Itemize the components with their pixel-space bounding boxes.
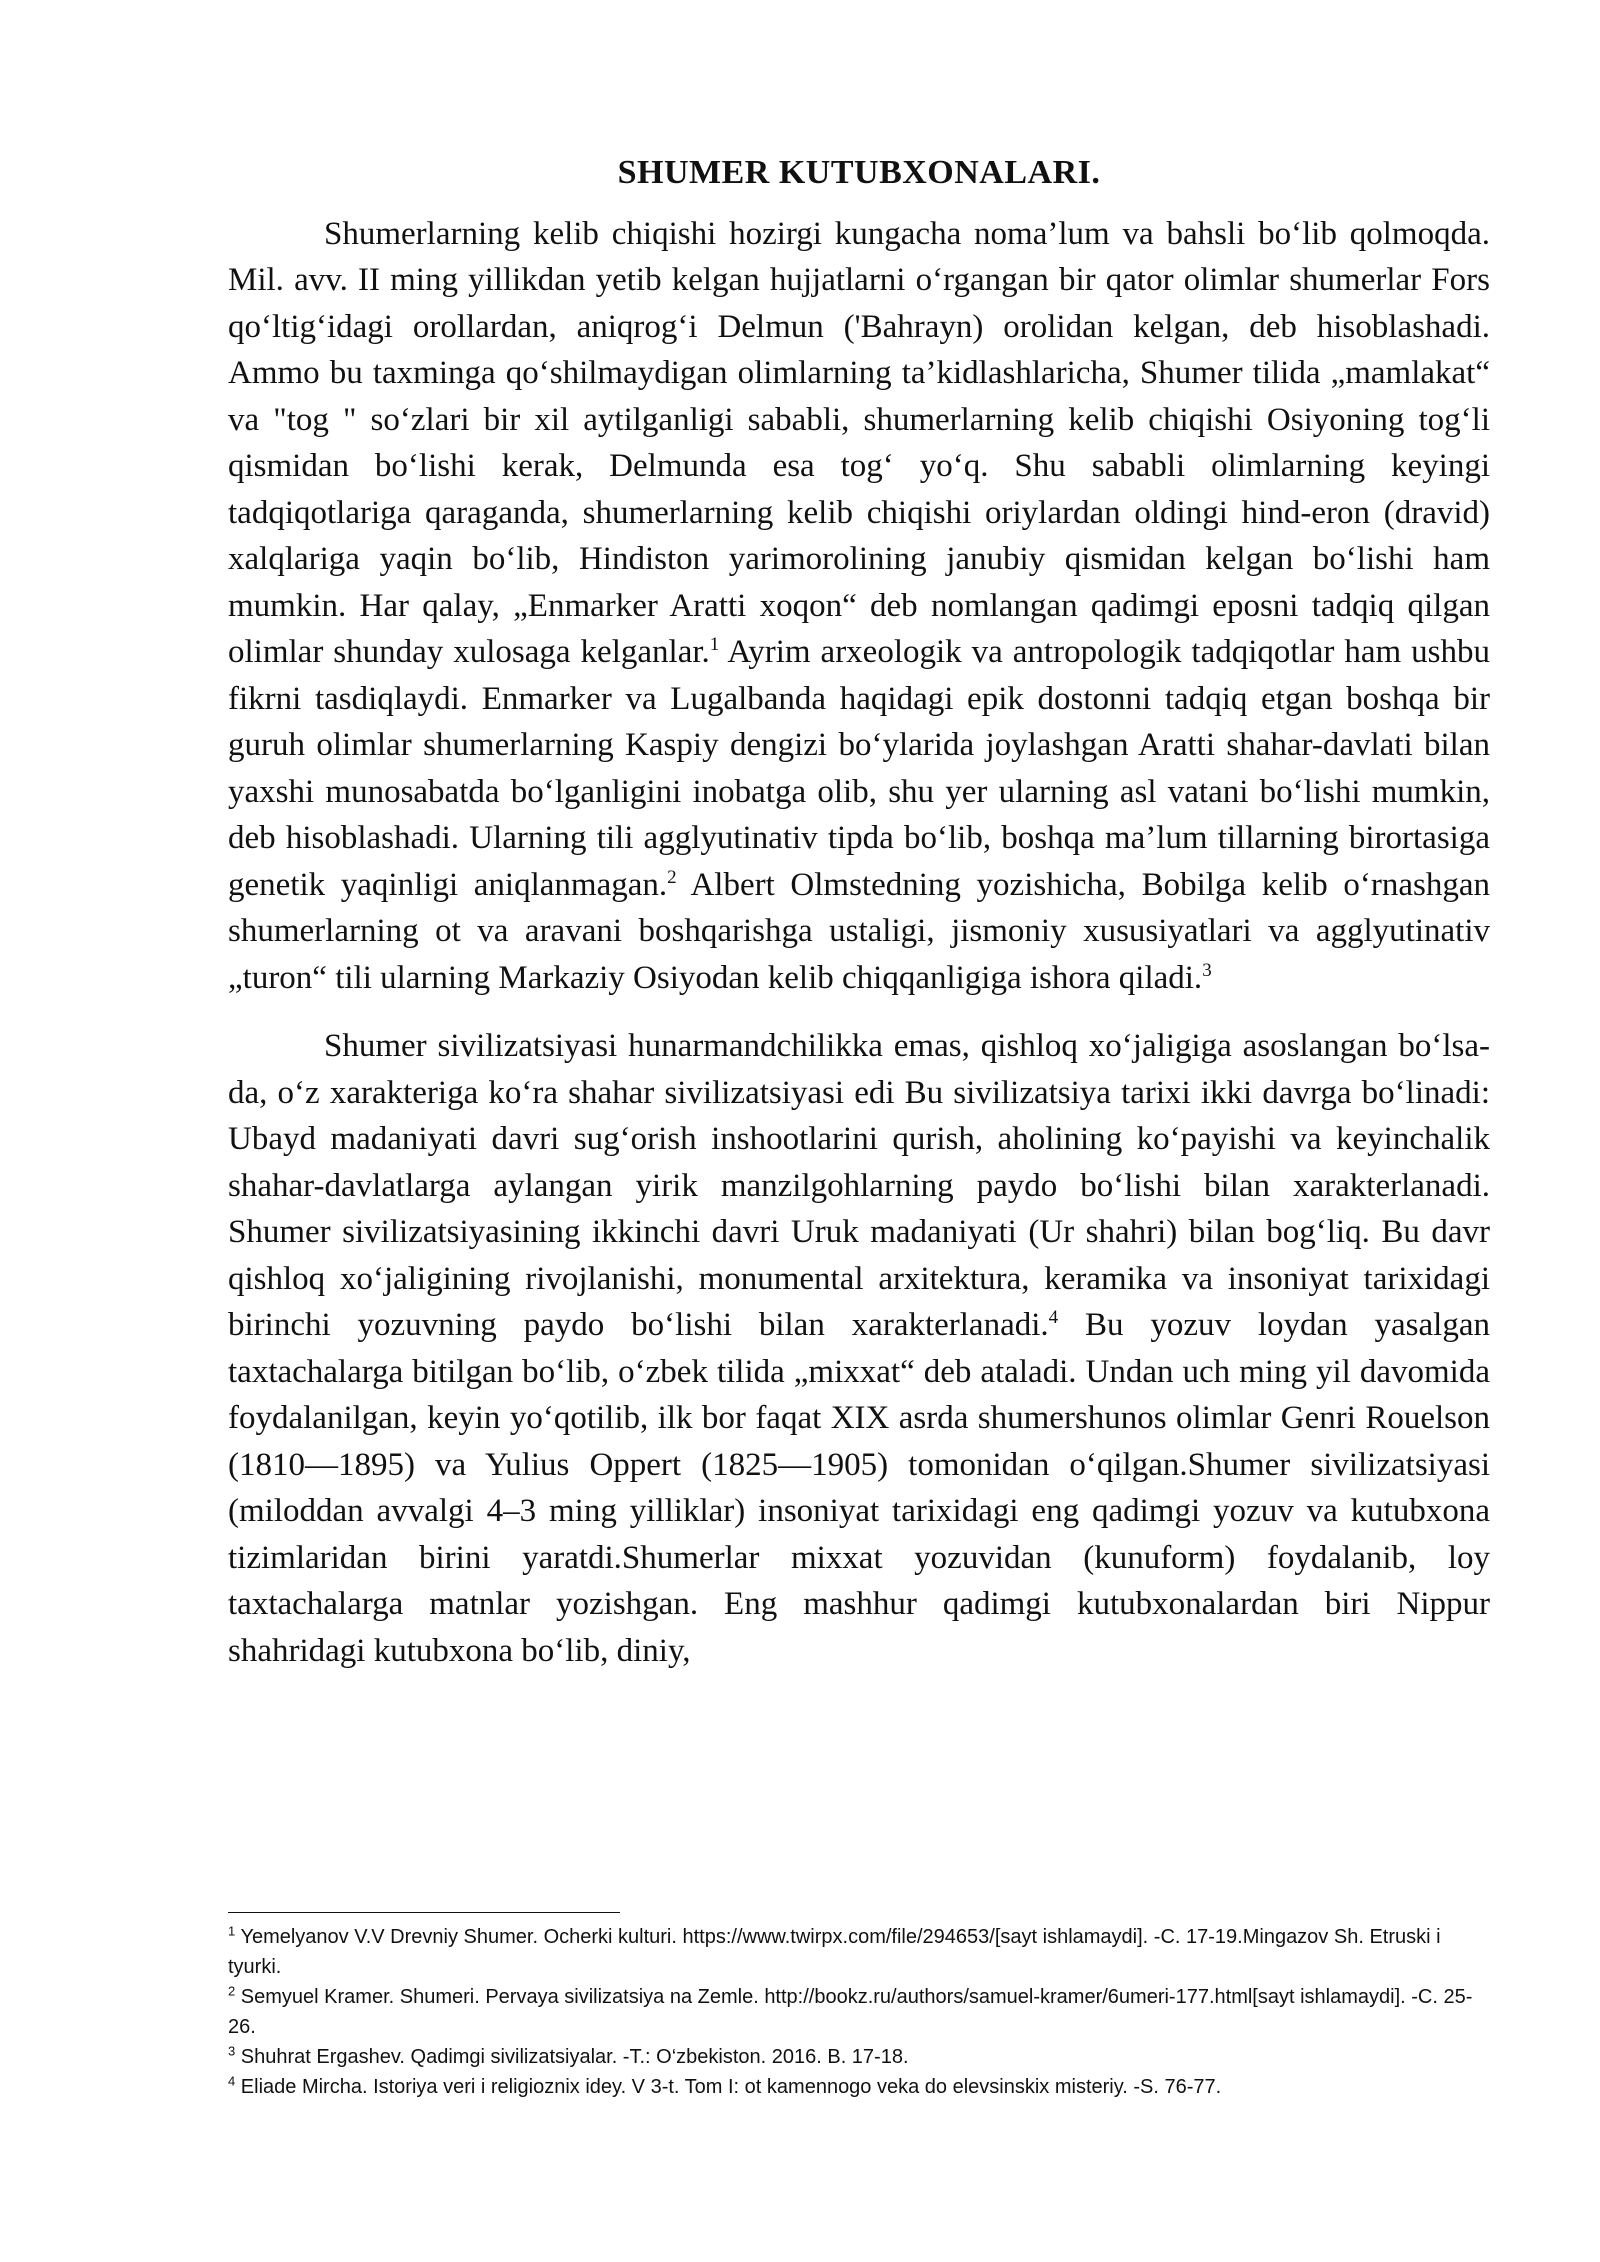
footnote-separator [228,1912,620,1913]
footnote-ref-4[interactable]: 4 [1048,1307,1059,1328]
footnote-ref-3[interactable]: 3 [1202,959,1212,981]
footnote-text: Eliade Mircha. Istoriya veri i religioznix idey. V 3-t. Tom I: ot kamennogo veka do elevsinskix misteriy. -S. 76-77. [240,2076,1222,2098]
footnote-number: 1 [228,1923,236,1939]
footnote-1 [228,1922,1490,1982]
paragraph-text: Albert Olmstedning yozishicha, Bobilga kelib o‘rnashgan shumerlarning ot va aravani boshqarishga ustaligi, jismoniy xususiyatlari va agglyutinativ „turon“ tili ularning Markaziy Osiyodan kelib chiqqanligiga ishora qiladi. [228,866,1490,996]
footnote-number: 3 [228,2043,236,2059]
footnote-3 [228,2042,1490,2072]
footnote-2 [228,1982,1490,2042]
footnote-ref-1[interactable]: 1 [709,634,720,655]
footnotes [228,1922,1490,2102]
paragraph-text: Ayrim arxeologik va antropologik tadqiqotlar ham ushbu fikrni tasdiqlaydi. Enmarker va Lugalbanda haqidagi epik dostonni tadqiq etgan boshqa bir guruh olimlar shumerlarning Kaspiy dengizi bo‘ylarida joylashgan Aratti shahar-davlati bilan yaxshi munosabatda bo‘lganligini inobatga olib, shu yer ularning asl vatani bo‘lishi mumkin, deb hisoblashadi. Ularning tili agglyutinativ tipda bo‘lib, boshqa ma’lum tillarning birortasiga genetik yaqinligi aniqlanmagan. [228,634,1490,903]
footnote-4 [228,2072,1490,2102]
paragraph-1 [228,211,1490,1002]
paragraph-text: Bu yozuv loydan yasalgan taxtachalarga bitilgan bo‘lib, o‘zbek tilida „mixxat“ deb ataladi. Undan uch ming yil davomida foydalanilgan, keyin yo‘qotilib, ilk bor faqat XIX asrda shumershunos olimlar Genri Rouelson (1810—1895) va Yulius Oppert (1825—1905) tomonidan o‘qilgan.Shumer sivilizatsiyasi (miloddan avvalgi 4–3 ming yilliklar) insoniyat tarixidagi eng qadimgi yozuv va kutubxona tizimlaridan birini yaratdi.Shumerlar mixxat yozuvidan (kunuform) foydalanib, loy taxtachalarga matnlar yozishgan. Eng mashhur qadimgi kutubxonalardan biri Nippur shahridagi kutubxona bo‘lib, diniy, [228,1307,1490,1669]
paragraph-text: Shumer sivilizatsiyasi hunarmandchilikka emas, qishloq xo‘jaligiga asoslangan bo‘lsa-da, o‘z xarakteriga ko‘ra shahar sivilizatsiyasi edi Bu sivilizatsiya tarixi ikki davrga bo‘linadi: Ubayd madaniyati davri sug‘orish inshootlarini qurish, aholining ko‘payishi va keyinchalik shahar-davlatlarga aylangan yirik manzilgohlarning paydo bo‘lishi bilan xarakterlanadi. Shumer sivilizatsiyasining ikkinchi davri Uruk madaniyati (Ur shahri) bilan bog‘liq. Bu davr qishloq xo‘jaligining rivojlanishi, monumental arxitektura, keramika va insoniyat tarixidagi birinchi yozuvning paydo bo‘lishi bilan xarakterlanadi. [228,1028,1490,1343]
document-body [228,150,1490,1674]
footnote-ref-2[interactable]: 2 [667,866,677,888]
footnote-text: Yemelyanov V.V Drevniy Shumer. Ocherki kulturi. https://www.twirpx.com/file/294653/[sayt ishlamaydi]. -C. 17-19.Mingazov Sh. Etruski i tyurki. [228,1926,1441,1978]
paragraph-2 [228,1023,1490,1674]
footnote-number: 4 [228,2073,236,2089]
footnote-number: 2 [228,1983,236,1999]
footnote-text: Shuhrat Ergashev. Qadimgi sivilizatsiyalar. -T.: O‘zbekiston. 2016. B. 17-18. [240,2046,909,2068]
paragraph-text: Shumerlarning kelib chiqishi hozirgi kungacha noma’lum va bahsli bo‘lib qolmoqda. Mil. avv. II ming yillikdan yetib kelgan hujjatlarni o‘rgangan bir qator olimlar shumerlar Fors qo‘ltig‘idagi orollardan, aniqrog‘i Delmun ('Bahrayn) orolidan kelgan, deb hisoblashadi. Ammo bu taxminga qo‘shilmaydigan olimlarning ta’kidlashlaricha, Shumer tilida „mamlakat“ va "tog " so‘zlari bir xil aytilganligi sababli, shumerlarning kelib chiqishi Osiyoning tog‘li qismidan bo‘lishi kerak, Delmunda esa tog‘ yo‘q. Shu sababli olimlarning keyingi tadqiqotlariga qaraganda, shumerlarning kelib chiqishi oriylardan oldingi hind-eron (dravid) xalqlariga yaqin bo‘lib, Hindiston yarimorolining janubiy qismidan kelgan bo‘lishi ham mumkin. Har qalay, „Enmarker Aratti xoqon“ deb nomlangan qadimgi eposni tadqiq qilgan olimlar shunday xulosaga kelganlar. [228,215,1490,670]
page-title: SHUMER KUTUBXONALARI. [617,154,1101,191]
footnote-text: Semyuel Kramer. Shumeri. Pervaya sivilizatsiya na Zemle. http://bookz.ru/authors/samuel-kramer/6umeri-177.html[sayt ishlamaydi]. -C. 25-26. [228,1986,1473,2038]
